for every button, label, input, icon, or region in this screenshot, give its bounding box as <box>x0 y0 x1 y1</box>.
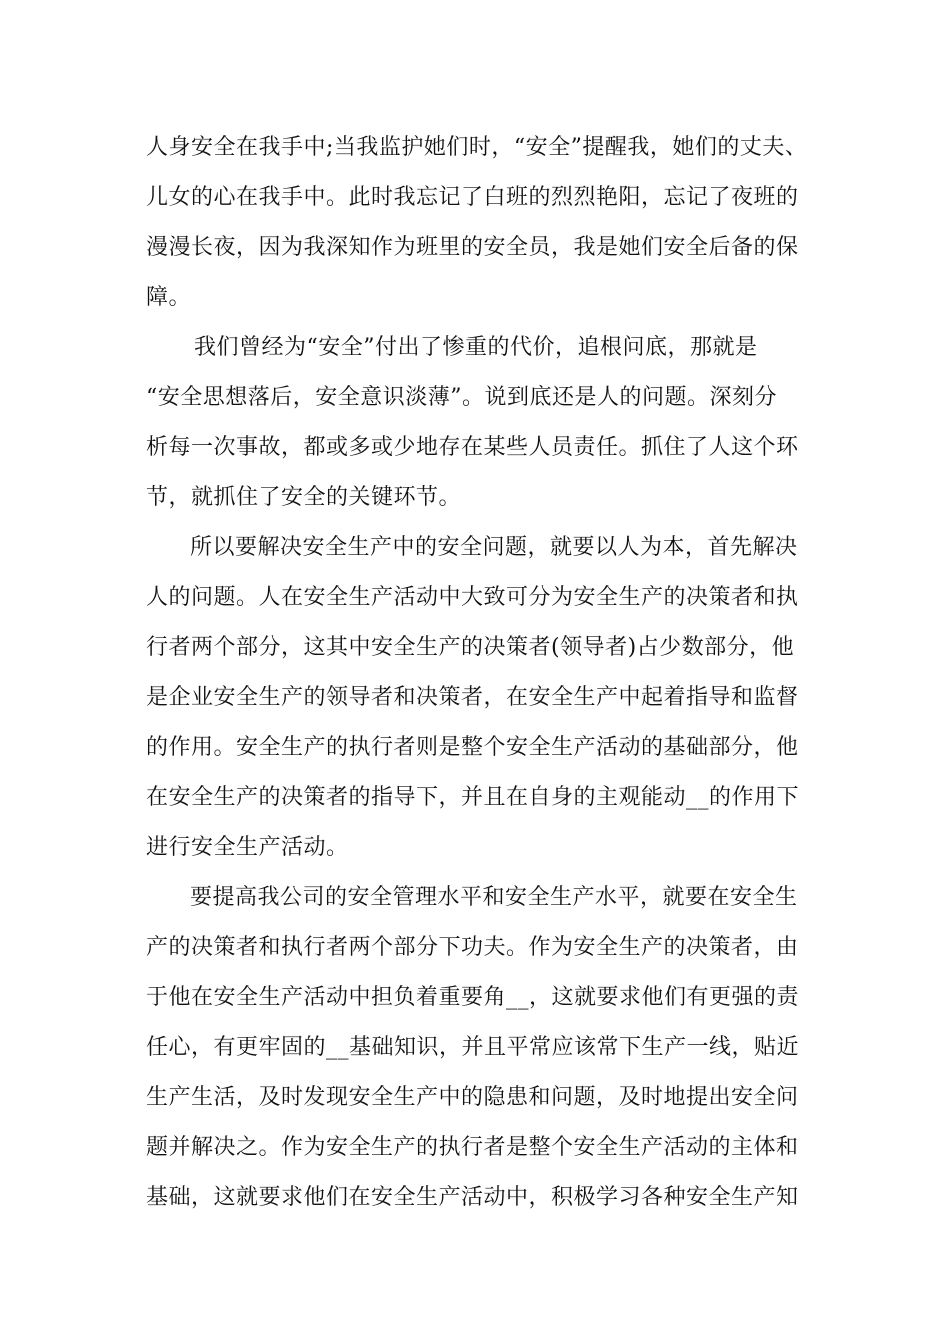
text-line: 于他在安全生产活动中担负着重要角__，这就要求他们有更强的责 <box>146 985 800 1010</box>
text-line: 要提高我公司的安全管理水平和安全生产水平，就要在安全生 <box>190 885 798 910</box>
text-line: 人的问题。人在安全生产活动中大致可分为安全生产的决策者和执 <box>146 585 799 610</box>
text-line: 漫漫长夜，因为我深知作为班里的安全员，我是她们安全后备的保 <box>146 235 799 260</box>
text-line: 人身安全在我手中;当我监护她们时，“安全”提醒我，她们的丈夫、 <box>146 135 808 160</box>
text-line: 基础，这就要求他们在安全生产活动中，积极学习各种安全生产知 <box>146 1185 799 1210</box>
text-line: 进行安全生产活动。 <box>146 835 349 860</box>
text-line: 析每一次事故，都或多或少地存在某些人员责任。抓住了人这个环 <box>146 435 799 460</box>
text-line: 题并解决之。作为安全生产的执行者是整个安全生产活动的主体和 <box>146 1135 799 1160</box>
text-line: 产的决策者和执行者两个部分下功夫。作为安全生产的决策者，由 <box>146 935 799 960</box>
text-line: 是企业安全生产的领导者和决策者，在安全生产中起着指导和监督 <box>146 685 799 710</box>
text-line: 任心，有更牢固的__基础知识，并且平常应该常下生产一线，贴近 <box>146 1035 800 1060</box>
text-line: “安全思想落后，安全意识淡薄”。说到底还是人的问题。深刻分 <box>146 385 777 410</box>
text-line: 所以要解决安全生产中的安全问题，就要以人为本，首先解决 <box>190 535 798 560</box>
text-line: 在安全生产的决策者的指导下，并且在自身的主观能动__的作用下 <box>146 785 800 810</box>
text-line: 节，就抓住了安全的关键环节。 <box>146 485 462 510</box>
text-line: 儿女的心在我手中。此时我忘记了白班的烈烈艳阳，忘记了夜班的 <box>146 185 799 210</box>
text-line: 的作用。安全生产的执行者则是整个安全生产活动的基础部分，他 <box>146 735 799 760</box>
text-line: 我们曾经为“安全”付出了惨重的代价，追根问底，那就是 <box>194 335 758 360</box>
text-line: 行者两个部分，这其中安全生产的决策者(领导者)占少数部分，他 <box>146 635 795 660</box>
text-line: 生产生活，及时发现安全生产中的隐患和问题，及时地提出安全问 <box>146 1085 799 1110</box>
text-line: 障。 <box>146 285 192 310</box>
